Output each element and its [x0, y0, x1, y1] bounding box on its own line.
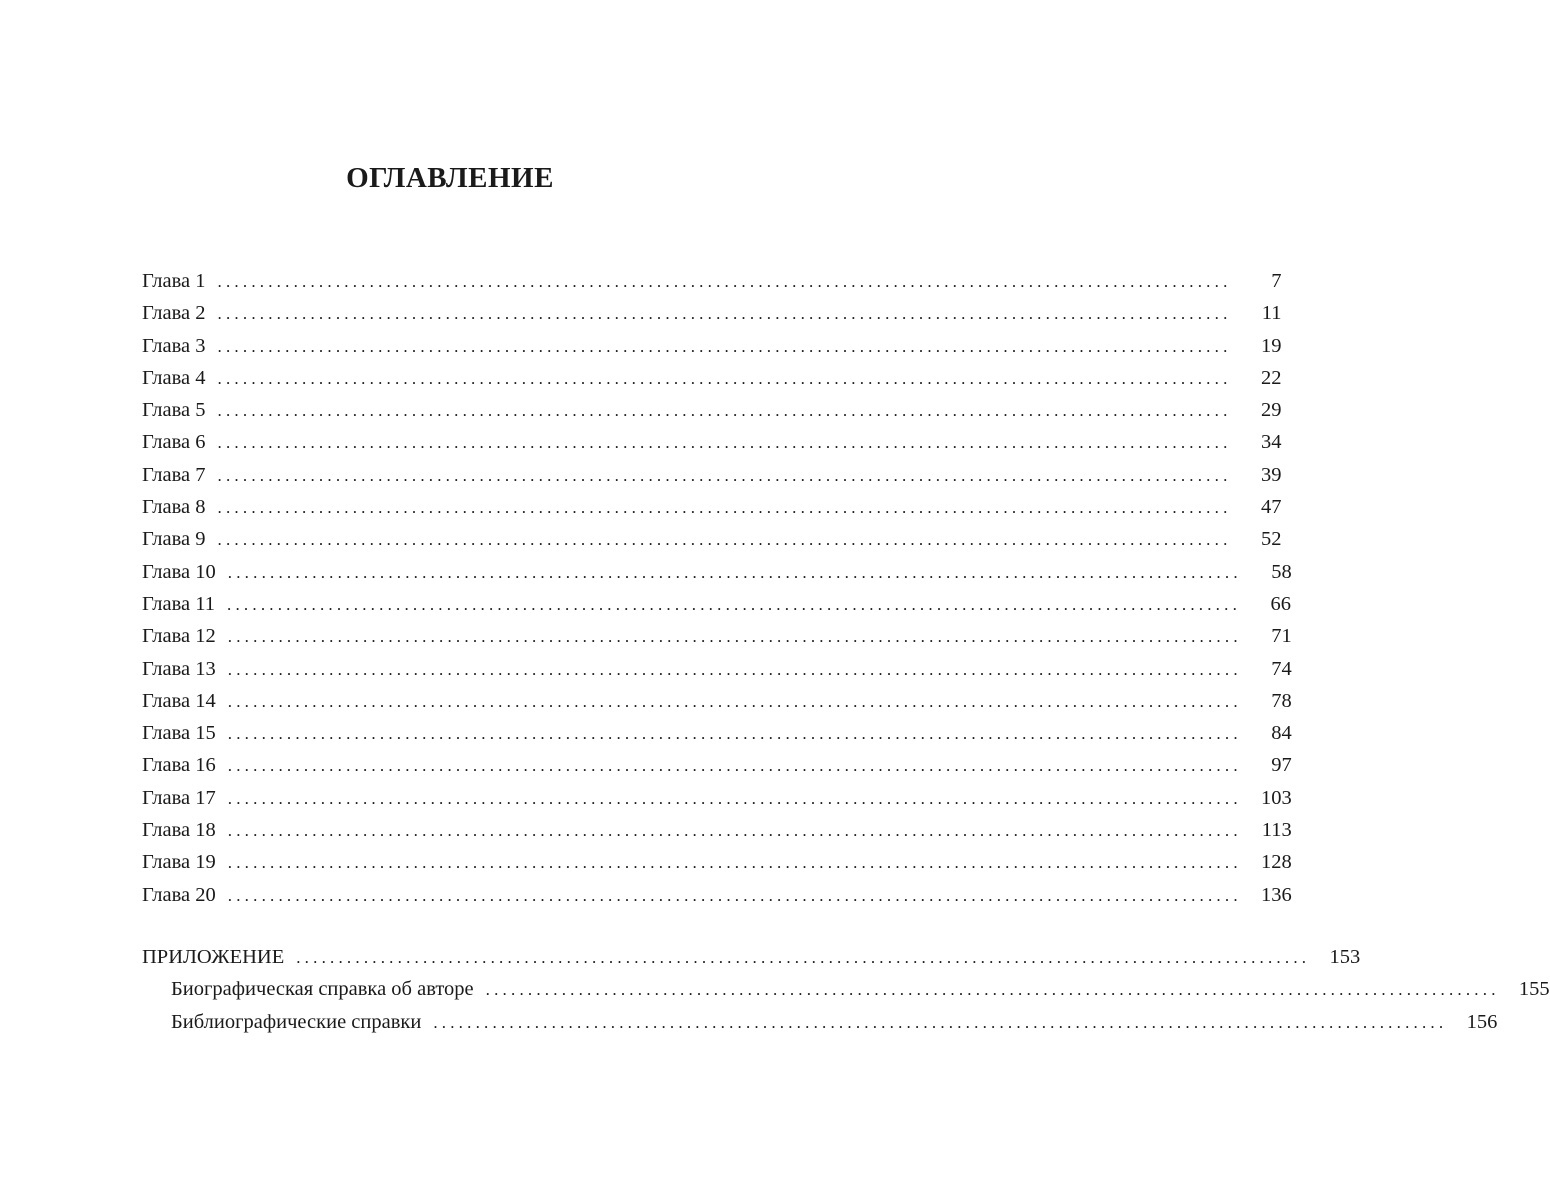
dot-leader: ........................................................................................................................	[296, 948, 1311, 967]
dot-leader: ........................................................................................................................	[217, 272, 1232, 291]
toc-entry-label: Глава 2	[142, 302, 206, 325]
toc-entry-chapter[interactable]	[142, 297, 1282, 329]
toc-entry-label: Глава 9	[142, 528, 206, 551]
toc-page-number: 52	[1261, 528, 1282, 551]
toc-page-number: 156	[1466, 1010, 1498, 1033]
toc-page-number: 84	[1271, 722, 1292, 745]
toc-entry-chapter[interactable]	[142, 782, 1292, 814]
toc-entry-chapter[interactable]	[142, 717, 1292, 749]
toc-entry-label: Глава 14	[142, 689, 216, 712]
dot-leader: ........................................................................................................................	[217, 401, 1232, 421]
toc-page-number: 113	[1261, 819, 1292, 842]
dot-leader: ........................................................................................................................	[227, 594, 1242, 614]
dot-leader: ........................................................................................................................	[217, 336, 1232, 356]
toc-page-number: 155	[1518, 978, 1550, 1001]
toc-entry-chapter[interactable]	[142, 459, 1282, 491]
dot-leader: ........................................................................................................................	[227, 724, 1242, 744]
toc-entry-chapter[interactable]	[142, 814, 1292, 846]
dot-leader: ........................................................................................................................	[227, 627, 1242, 647]
toc-entry-label: Глава 8	[142, 496, 206, 519]
toc-entry-label: Глава 20	[142, 883, 216, 906]
dot-leader: ........................................................................................................................	[217, 304, 1232, 324]
toc-entry-label: Глава 7	[142, 463, 206, 486]
toc-entry-chapter[interactable]	[142, 362, 1282, 394]
dot-leader: ........................................................................................................................	[227, 659, 1242, 679]
toc-page-number: 136	[1261, 883, 1292, 906]
toc-page-number: 71	[1271, 625, 1292, 648]
toc-page-number: 103	[1261, 786, 1292, 809]
toc-entry-label: Глава 4	[142, 366, 206, 389]
toc-entry-chapter[interactable]	[142, 426, 1282, 458]
toc-entry-label: Глава 17	[142, 786, 216, 809]
toc-page-number: 11	[1261, 302, 1282, 325]
toc-entry-label: ПРИЛОЖЕНИЕ	[142, 946, 285, 968]
toc-entry-label: Биографическая справка об авторе	[171, 978, 474, 1001]
dot-leader: ........................................................................................................................	[227, 562, 1242, 582]
appendix-list	[142, 941, 1550, 1038]
toc-entry-chapter[interactable]	[142, 653, 1292, 685]
dot-leader: ........................................................................................................................	[217, 368, 1232, 388]
dot-leader: ........................................................................................................................	[227, 691, 1242, 711]
chapter-list	[142, 265, 1292, 911]
toc-entry-label: Глава 3	[142, 334, 206, 357]
toc-entry-label: Глава 16	[142, 754, 216, 777]
toc-page-number: 78	[1271, 689, 1292, 712]
toc-page-number: 128	[1261, 851, 1292, 874]
toc-entry-chapter[interactable]	[142, 879, 1292, 911]
toc-entry-appendix[interactable]	[142, 973, 1550, 1005]
toc-page-number: 66	[1270, 592, 1292, 615]
dot-leader: ........................................................................................................................	[485, 980, 1500, 1000]
page-title: ОГЛАВЛЕНИЕ	[346, 162, 554, 194]
dot-leader: ........................................................................................................................	[217, 433, 1232, 453]
toc-entry-label: Глава 15	[142, 722, 216, 745]
toc-entry-appendix[interactable]	[142, 941, 1361, 973]
toc-entry-label: Глава 11	[142, 592, 216, 615]
dot-leader: ........................................................................................................................	[433, 1012, 1448, 1032]
toc-page-number: 153	[1329, 946, 1361, 968]
toc-entry-chapter[interactable]	[142, 265, 1282, 297]
dot-leader: ........................................................................................................................	[227, 756, 1242, 776]
dot-leader: ........................................................................................................................	[217, 530, 1232, 550]
toc-page-number: 22	[1261, 366, 1282, 389]
toc-entry-label: Библиографические справки	[171, 1010, 422, 1033]
toc-entry-chapter[interactable]	[142, 556, 1292, 588]
toc-page-number: 7	[1271, 270, 1282, 292]
toc-page-number: 74	[1271, 657, 1292, 680]
toc-page-number: 97	[1271, 754, 1292, 777]
dot-leader: ........................................................................................................................	[217, 498, 1232, 518]
toc-entry-label: Глава 19	[142, 851, 216, 874]
toc-entry-chapter[interactable]	[142, 749, 1292, 781]
dot-leader: ........................................................................................................................	[227, 885, 1242, 905]
dot-leader: ........................................................................................................................	[217, 465, 1232, 485]
toc-entry-chapter[interactable]	[142, 330, 1282, 362]
toc-page-number: 47	[1261, 496, 1282, 519]
toc-entry-chapter[interactable]	[142, 685, 1292, 717]
toc-entry-chapter[interactable]	[142, 491, 1282, 523]
toc-page-number: 29	[1261, 399, 1282, 422]
toc-entry-label: Глава 1	[142, 270, 206, 292]
toc-entry-label: Глава 12	[142, 625, 216, 648]
dot-leader: ........................................................................................................................	[227, 788, 1242, 808]
toc-page-number: 58	[1271, 560, 1292, 583]
toc-entry-label: Глава 6	[142, 431, 206, 454]
toc-page-number: 34	[1261, 431, 1282, 454]
toc-page-number: 39	[1261, 463, 1282, 486]
dot-leader: ........................................................................................................................	[227, 821, 1242, 841]
toc-entry-label: Глава 13	[142, 657, 216, 680]
toc-entry-chapter[interactable]	[142, 846, 1292, 878]
toc-entry-chapter[interactable]	[142, 394, 1282, 426]
toc-entry-label: Глава 5	[142, 399, 206, 422]
toc-entry-label: Глава 10	[142, 560, 216, 583]
toc-entry-chapter[interactable]	[142, 588, 1292, 620]
dot-leader: ........................................................................................................................	[227, 853, 1242, 873]
toc-entry-chapter[interactable]	[142, 620, 1292, 652]
toc-entry-appendix[interactable]	[142, 1006, 1498, 1038]
toc-entry-label: Глава 18	[142, 819, 216, 842]
toc-page-number: 19	[1261, 334, 1282, 357]
toc-entry-chapter[interactable]	[142, 523, 1282, 555]
